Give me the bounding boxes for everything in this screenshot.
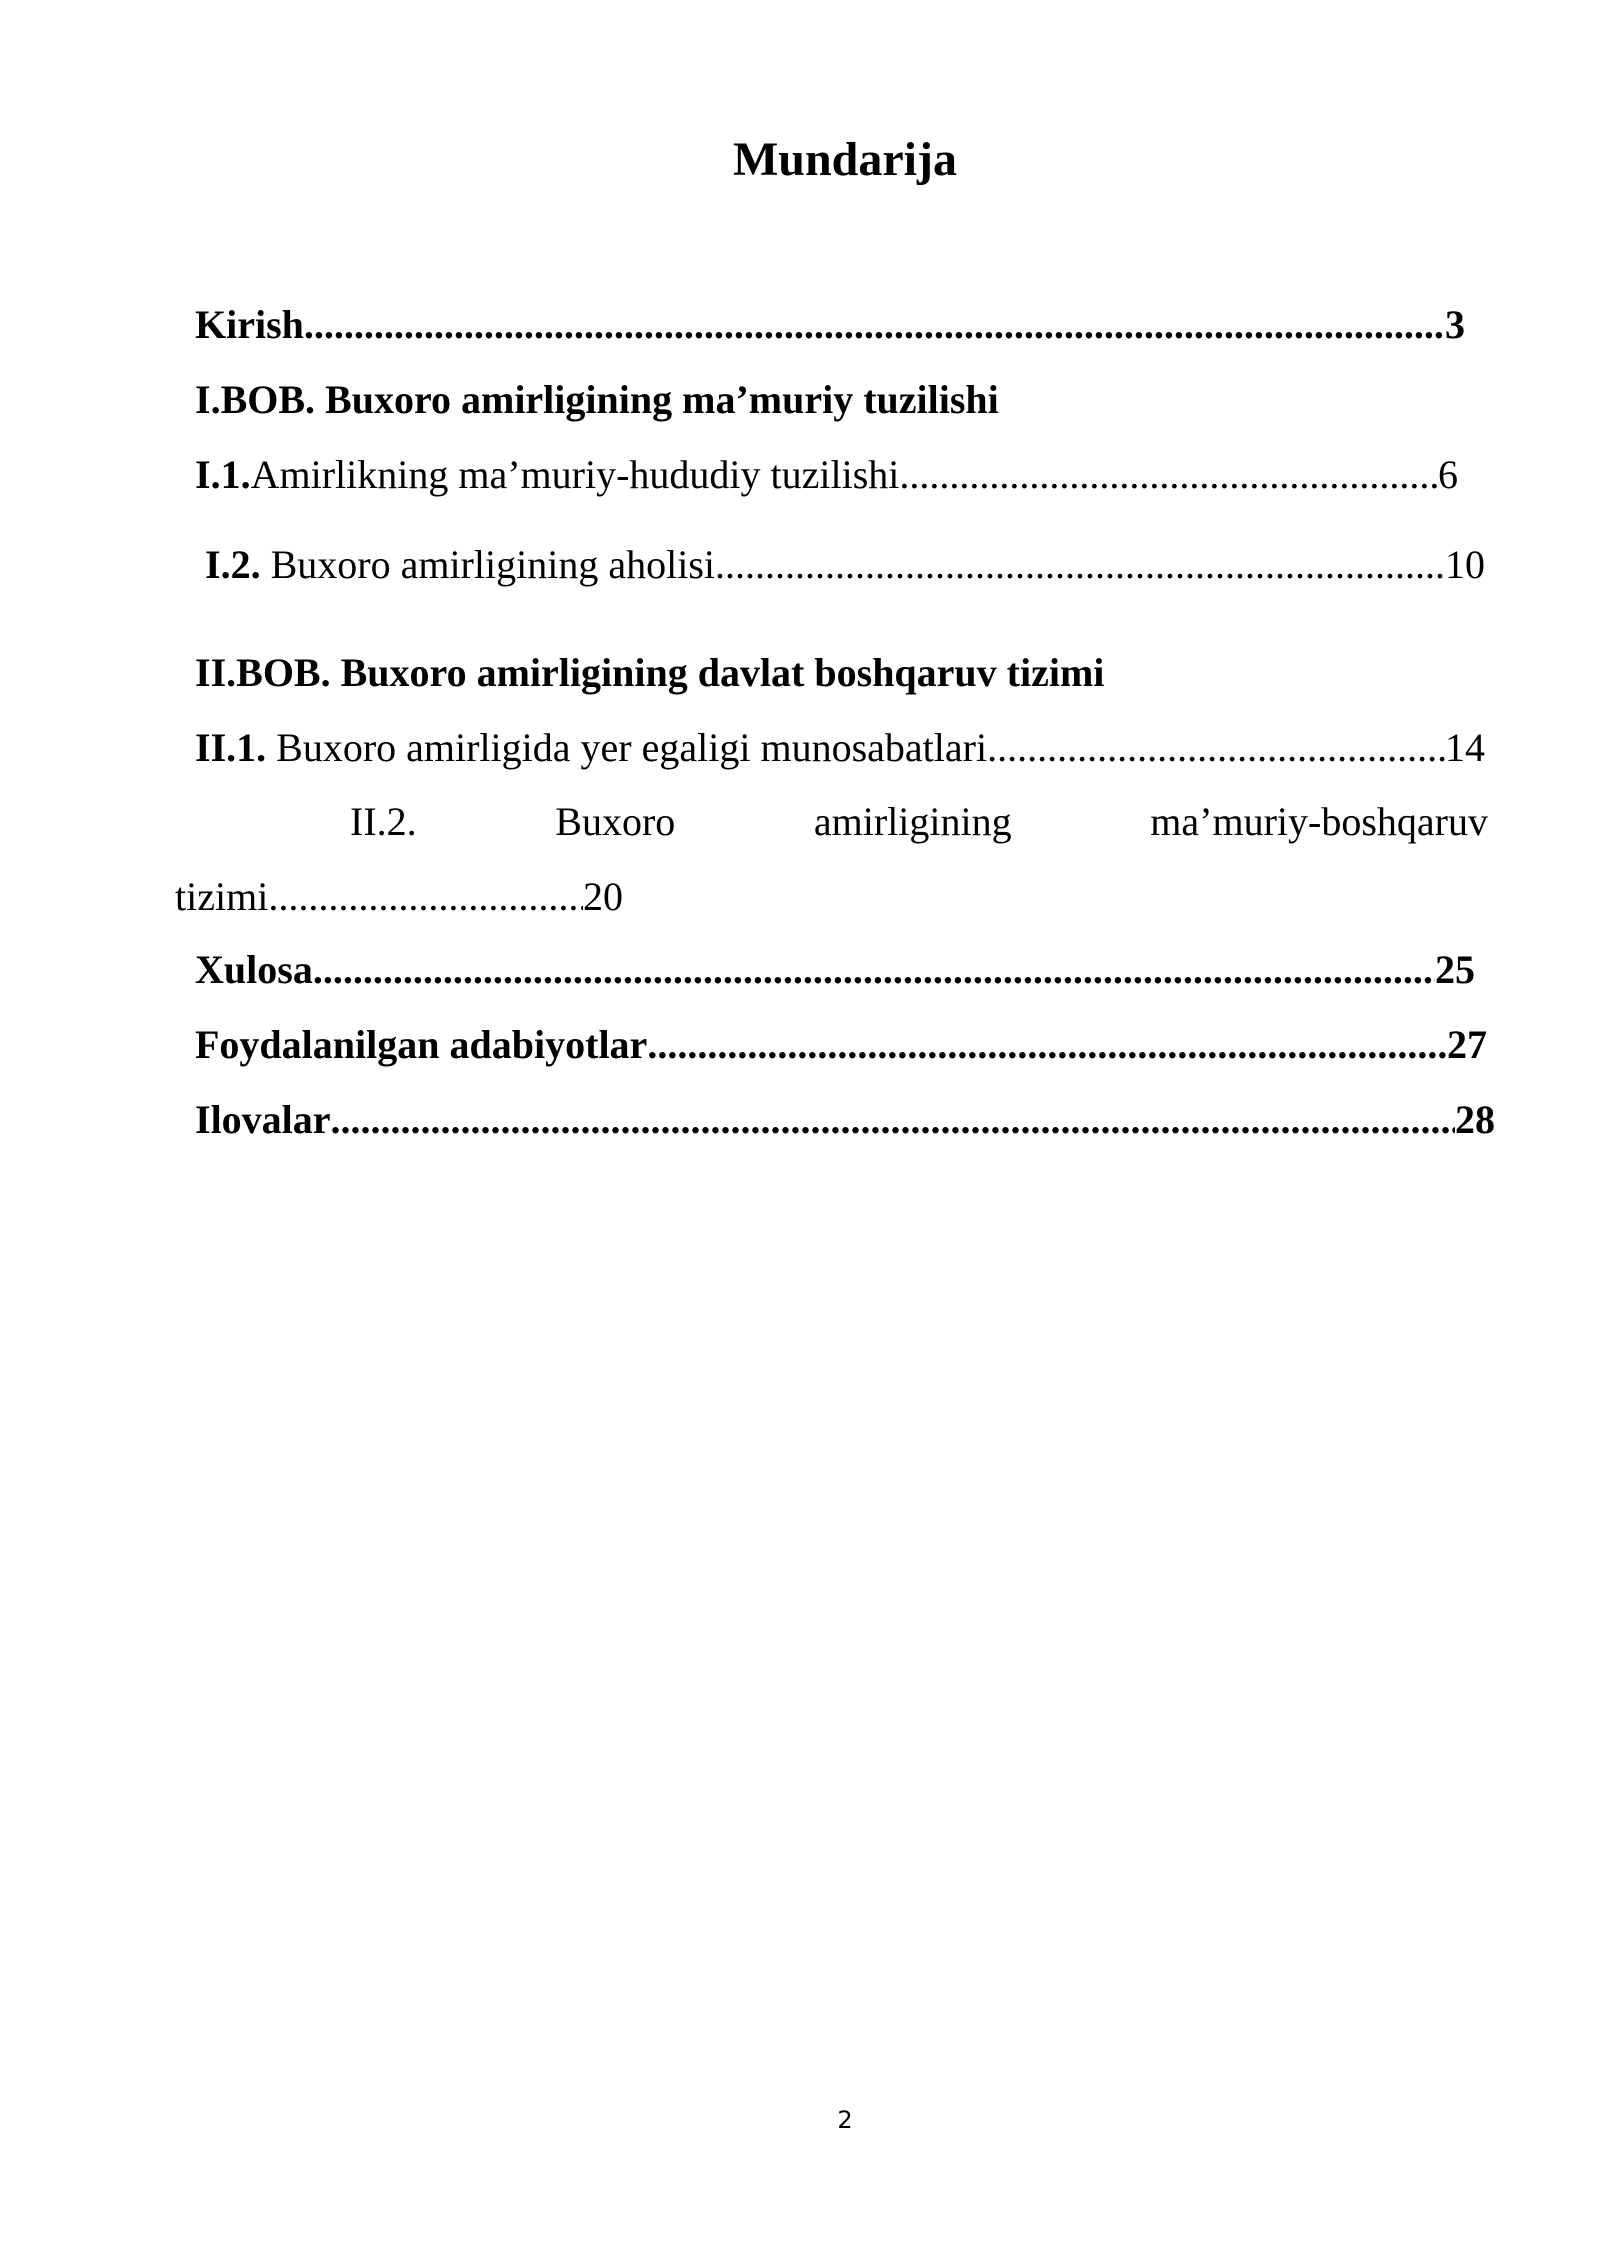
toc-entry-label: Xulosa [195, 947, 313, 992]
toc-chapter-label: II.BOB. Buxoro amirligining davlat boshqaruv tizimi [195, 650, 1105, 695]
toc-page-number: 28 [1455, 1097, 1495, 1142]
toc-entry-label: Foydalanilgan adabiyotlar [195, 1022, 648, 1067]
toc-page-number: 20 [583, 874, 623, 919]
toc-entry-number: I.2. [205, 542, 261, 587]
toc-chapter-heading [195, 648, 1104, 698]
toc-leader-dots [313, 945, 1435, 995]
toc-entry-number: I.1. [195, 452, 251, 497]
toc-chapter-label: I.BOB. Buxoro amirligining ma’muriy tuzilishi [195, 377, 999, 422]
toc-entry-i2 [205, 540, 1485, 590]
toc-entry-xulosa [195, 945, 1475, 995]
toc-page-number: 6 [1438, 452, 1458, 497]
page-title: Mundarija [732, 133, 957, 186]
toc-page-number: 27 [1447, 1022, 1487, 1067]
toc-entry-word: II.2. [350, 799, 417, 844]
toc-leader-dots [715, 540, 1445, 590]
toc-entry-label: Buxoro amirligining aholisi [260, 542, 715, 587]
toc-leader-dots [647, 1020, 1447, 1070]
page-number-footer: 2 [837, 2106, 853, 2134]
toc-entry-label: Ilovalar [195, 1097, 331, 1142]
toc-entry-ii2-line1 [350, 797, 1488, 847]
toc-entry-ilovalar [195, 1095, 1495, 1145]
toc-entry-word: Buxoro [555, 799, 676, 844]
toc-entry-label: Kirish [195, 302, 304, 347]
toc-page-number: 10 [1445, 542, 1485, 587]
toc-entry-word: ma’muriy-boshqaruv [1150, 799, 1488, 844]
toc-entry-word: amirligining [813, 799, 1012, 844]
toc-entry-adabiyotlar [195, 1020, 1487, 1070]
toc-chapter-heading [195, 375, 999, 425]
toc-entry-label: tizimi [175, 874, 269, 919]
toc-leader-dots [899, 450, 1438, 500]
toc-entry-ii1 [195, 723, 1485, 773]
toc-entry-i1 [195, 450, 1458, 500]
toc-entry-label: Buxoro amirligida yer egaligi munosabatlari [266, 725, 988, 770]
toc-page-number: 25 [1435, 947, 1475, 992]
toc-entry-label: Amirlikning ma’muriy-hududiy tuzilishi [250, 452, 900, 497]
toc-leader-dots [268, 872, 583, 922]
toc-leader-dots [331, 1095, 1455, 1145]
toc-entry-kirish [195, 300, 1465, 350]
toc-leader-dots [304, 300, 1445, 350]
toc-page-number: 3 [1445, 302, 1465, 347]
toc-entry-number: II.1. [195, 725, 267, 770]
toc-leader-dots [987, 723, 1445, 773]
toc-page-number: 14 [1445, 725, 1485, 770]
toc-entry-ii2-line2 [175, 872, 623, 922]
